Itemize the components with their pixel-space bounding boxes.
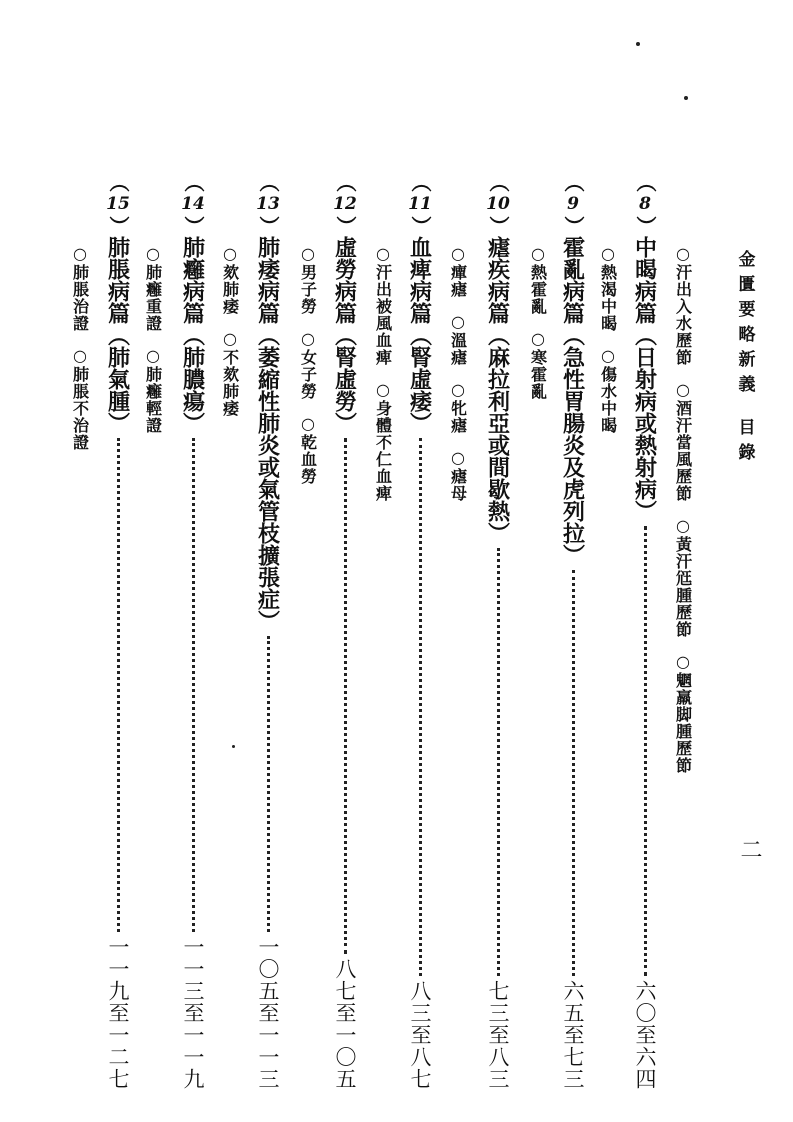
dot-leader [344, 438, 347, 954]
subtopic-list [368, 244, 398, 516]
paren-open: （ [256, 172, 280, 192]
subtopic-item: ○熱霍亂 [528, 244, 548, 315]
subtopic-list [138, 244, 168, 448]
section-title: 目錄 [734, 418, 755, 468]
dot-leader [192, 438, 195, 932]
subtopic-item: ○酒汗當風歷節 [673, 380, 693, 502]
page-range: 一〇五至一一三 [256, 936, 280, 1090]
subtopic-item: ○牝瘧 [448, 380, 468, 434]
subtopic-item: ○肺脹治證 [70, 244, 90, 332]
subtopic-item: ○熱渴中暍 [598, 244, 618, 332]
page-range: 八三至八七 [408, 980, 432, 1090]
chapter-title: 虛勞病篇 [331, 236, 358, 324]
dot-leader [644, 526, 647, 976]
subtopic-item: ○乾血勞 [298, 414, 318, 485]
subtopic-item: ○身體不仁血痺 [373, 380, 393, 502]
subtopic-item: ○不欬肺痿 [220, 329, 240, 417]
paren-open: （ [181, 172, 205, 192]
subtopic-item: ○寒霍亂 [528, 329, 548, 400]
dot-leader [117, 438, 120, 932]
chapter-number: 9 [567, 194, 579, 214]
page-range: 一一三至一一九 [181, 936, 205, 1090]
subtopic-item: ○肺癰重證 [143, 244, 163, 332]
chapter-subtitle: （腎虛勞） [331, 324, 358, 434]
subtopic-item: ○黃汗尩腫歷節 [673, 516, 693, 638]
paren-close: ） [408, 216, 432, 236]
subtopic-item: ○肺癰輕證 [143, 346, 163, 434]
chapter-subtitle: （日射病或熱射病） [631, 324, 658, 522]
page-range: 七三至八三 [486, 980, 510, 1090]
toc-entry [103, 172, 133, 1090]
chapter-subtitle: （萎縮性肺炎或氣管枝擴張症） [254, 324, 281, 632]
chapter-title: 肺脹病篇 [104, 236, 131, 324]
toc-entry [483, 172, 513, 1090]
paren-close: ） [486, 216, 510, 236]
toc-entry [178, 172, 208, 1090]
chapter-number: 8 [639, 194, 651, 214]
page-range: 六〇至六四 [633, 980, 657, 1090]
page-range: 六五至七三 [561, 980, 585, 1090]
paren-open: （ [333, 172, 357, 192]
chapter-title: 中暍病篇 [631, 236, 658, 324]
chapter-subtitle: （麻拉利亞或間歇熱） [484, 324, 511, 544]
paren-close: ） [561, 216, 585, 236]
chapter-title: 肺癰病篇 [179, 236, 206, 324]
dot-leader [419, 438, 422, 976]
scan-speck [232, 745, 235, 748]
subtopic-item: ○女子勞 [298, 329, 318, 400]
subtopic-item: ○溫瘧 [448, 312, 468, 366]
chapter-subtitle: （肺氣腫） [104, 324, 131, 434]
paren-open: （ [633, 172, 657, 192]
page-range: 一一九至一二七 [106, 936, 130, 1090]
book-title: 金匱要略新義 [734, 250, 755, 400]
chapter-subtitle: （肺膿瘍） [179, 324, 206, 434]
page-range: 八七至一〇五 [333, 958, 357, 1090]
scan-speck [636, 42, 640, 46]
paren-close: ） [256, 216, 280, 236]
subtopic-item: ○欬肺痿 [220, 244, 240, 315]
toc-entry [558, 172, 588, 1090]
chapter-title: 霍亂病篇 [559, 236, 586, 324]
subtopic-list [668, 244, 698, 788]
toc-entry [405, 172, 435, 1090]
paren-close: ） [333, 216, 357, 236]
paren-open: （ [408, 172, 432, 192]
subtopic-item: ○癉瘧 [448, 244, 468, 298]
paren-close: ） [106, 216, 130, 236]
dot-leader [267, 636, 270, 932]
chapter-number: 14 [181, 194, 205, 214]
toc-entry [253, 172, 283, 1090]
subtopic-list [215, 244, 245, 431]
toc-entry [630, 172, 660, 1090]
page-header [730, 250, 760, 468]
toc-entry [330, 172, 360, 1090]
chapter-number: 13 [256, 194, 280, 214]
subtopic-item: ○汗出入水歷節 [673, 244, 693, 366]
subtopic-item: ○瘧母 [448, 448, 468, 502]
subtopic-item: ○肺脹不治證 [70, 346, 90, 451]
subtopic-item: ○汗出被風血痺 [373, 244, 393, 366]
paren-open: （ [106, 172, 130, 192]
subtopic-list [293, 244, 323, 499]
page-number: 二 [737, 838, 762, 860]
chapter-subtitle: （腎虛痿） [406, 324, 433, 434]
chapter-number: 12 [333, 194, 357, 214]
subtopic-list [65, 244, 95, 465]
subtopic-list [593, 244, 623, 448]
chapter-number: 10 [486, 194, 510, 214]
subtopic-list [443, 244, 473, 516]
subtopic-list [523, 244, 553, 414]
subtopic-item: ○傷水中暍 [598, 346, 618, 434]
paren-close: ） [633, 216, 657, 236]
subtopic-item: ○魍羸脚腫歷節 [673, 652, 693, 774]
chapter-number: 11 [408, 194, 432, 214]
dot-leader [497, 548, 500, 976]
paren-open: （ [561, 172, 585, 192]
chapter-subtitle: （急性胃腸炎及虎列拉） [559, 324, 586, 566]
dot-leader [572, 570, 575, 976]
paren-open: （ [486, 172, 510, 192]
paren-close: ） [181, 216, 205, 236]
scan-speck [684, 96, 688, 100]
chapter-title: 血痺病篇 [406, 236, 433, 324]
chapter-title: 瘧疾病篇 [484, 236, 511, 324]
subtopic-item: ○男子勞 [298, 244, 318, 315]
chapter-title: 肺痿病篇 [254, 236, 281, 324]
chapter-number: 15 [106, 194, 130, 214]
